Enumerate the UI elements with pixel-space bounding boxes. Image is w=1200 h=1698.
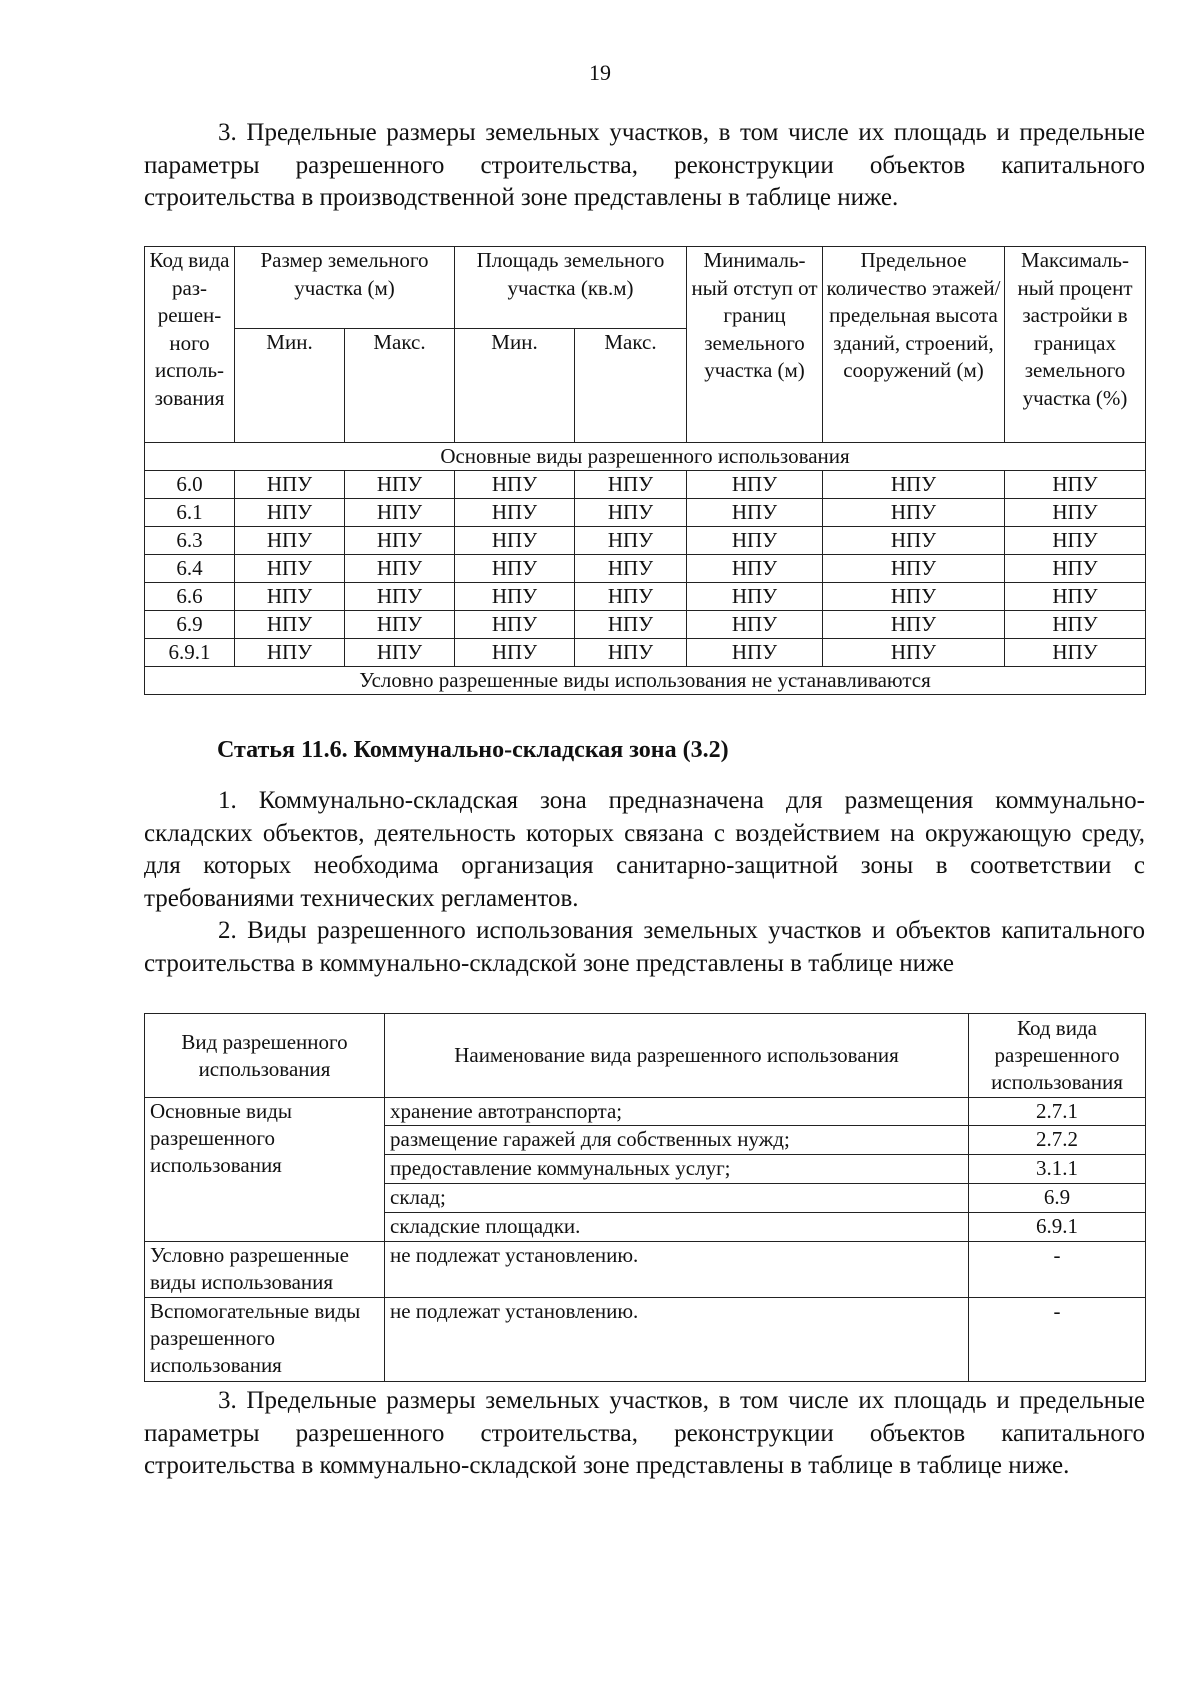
cell: НПУ	[235, 611, 345, 639]
cell: НПУ	[575, 471, 687, 499]
cell: НПУ	[575, 583, 687, 611]
article-heading: Статья 11.6. Коммунально-складская зона (3.2)	[217, 737, 729, 763]
header-area: Площадь земельного участка (кв.м)	[455, 247, 687, 329]
cell: НПУ	[455, 471, 575, 499]
cell: НПУ	[575, 639, 687, 667]
use-name: не подлежат установлению.	[385, 1298, 969, 1382]
cell: НПУ	[687, 639, 823, 667]
cell: НПУ	[1005, 471, 1146, 499]
use-code: 3.1.1	[969, 1155, 1146, 1184]
footer-conditional-uses: Условно разрешенные виды использования не устанавливаются	[145, 667, 1146, 695]
cell: НПУ	[235, 639, 345, 667]
header-size-max: Макс.	[345, 329, 455, 443]
cell: НПУ	[1005, 555, 1146, 583]
cell: НПУ	[235, 527, 345, 555]
cell: НПУ	[575, 611, 687, 639]
table-row	[145, 527, 1146, 555]
row-code: 6.3	[145, 527, 235, 555]
table-row	[145, 1242, 1146, 1298]
cell: НПУ	[455, 611, 575, 639]
cell: НПУ	[687, 583, 823, 611]
cell: НПУ	[823, 471, 1005, 499]
cell: НПУ	[345, 527, 455, 555]
cell: НПУ	[235, 583, 345, 611]
header-floors: Предельное количество этажей/ предельная высота зданий, строений, сооружений (м)	[823, 247, 1005, 443]
row-code: 6.6	[145, 583, 235, 611]
auxiliary-uses-label: Вспомогательные виды разрешенного использования	[145, 1298, 385, 1382]
use-name: складские площадки.	[385, 1213, 969, 1242]
header-coverage: Максималь-ный процент застройки в границах земельного участка (%)	[1005, 247, 1146, 443]
cell: НПУ	[823, 527, 1005, 555]
row-code: 6.0	[145, 471, 235, 499]
table-row	[145, 471, 1146, 499]
cell: НПУ	[345, 639, 455, 667]
cell: НПУ	[455, 499, 575, 527]
permitted-uses-table	[144, 1013, 1146, 1382]
use-code: 2.7.2	[969, 1126, 1146, 1155]
use-code: 6.9	[969, 1184, 1146, 1213]
cell: НПУ	[1005, 583, 1146, 611]
cell: НПУ	[687, 555, 823, 583]
use-code: -	[969, 1242, 1146, 1298]
cell: НПУ	[823, 555, 1005, 583]
cell: НПУ	[455, 583, 575, 611]
row-code: 6.9	[145, 611, 235, 639]
row-code: 6.9.1	[145, 639, 235, 667]
page-number: 19	[589, 60, 611, 85]
row-code: 6.1	[145, 499, 235, 527]
use-code: 6.9.1	[969, 1213, 1146, 1242]
cell: НПУ	[235, 499, 345, 527]
cell: НПУ	[455, 555, 575, 583]
paragraph-limits-communal: 3. Предельные размеры земельных участков, в том числе их площадь и предельные параметры разрешенного строительства, реконструкции объектов капитального строительства в коммунально-складской зоне представлены в таблице в таблице ниже.	[144, 1387, 1145, 1479]
header-size: Размер земельного участка (м)	[235, 247, 455, 329]
conditional-uses-label: Условно разрешенные виды использования	[145, 1242, 385, 1298]
cell: НПУ	[235, 471, 345, 499]
header-use-type: Вид разрешенного использования	[145, 1014, 385, 1098]
cell: НПУ	[455, 527, 575, 555]
header-code: Код вида раз-решен-ного исполь-зования	[145, 247, 235, 443]
header-setback: Минималь-ный отступ от границ земельного участка (м)	[687, 247, 823, 443]
cell: НПУ	[687, 611, 823, 639]
cell: НПУ	[1005, 639, 1146, 667]
paragraph-zone-purpose: 1. Коммунально-складская зона предназначена для размещения коммунально-складских объектов, деятельность которых связана с воздействием на окружающую среду, для которых необходима организация санитарно-защитной зоны в соответствии с требованиями технических регламентов.	[144, 787, 1145, 912]
table-row	[145, 499, 1146, 527]
section-main-uses: Основные виды разрешенного использования	[145, 443, 1146, 471]
use-code: -	[969, 1298, 1146, 1382]
header-use-name: Наименование вида разрешенного использования	[385, 1014, 969, 1098]
cell: НПУ	[687, 471, 823, 499]
cell: НПУ	[1005, 527, 1146, 555]
cell: НПУ	[345, 583, 455, 611]
cell: НПУ	[455, 639, 575, 667]
main-uses-label: Основные виды разрешенного использования	[145, 1098, 385, 1242]
cell: НПУ	[1005, 611, 1146, 639]
cell: НПУ	[345, 611, 455, 639]
use-name: размещение гаражей для собственных нужд;	[385, 1126, 969, 1155]
cell: НПУ	[687, 527, 823, 555]
cell: НПУ	[345, 499, 455, 527]
paragraph-uses-intro: 2. Виды разрешенного использования земельных участков и объектов капитального строительства в коммунально-складской зоне представлены в таблице ниже	[144, 917, 1145, 977]
use-code: 2.7.1	[969, 1098, 1146, 1126]
cell: НПУ	[575, 555, 687, 583]
table-row	[145, 611, 1146, 639]
table-row	[145, 639, 1146, 667]
header-area-min: Мин.	[455, 329, 575, 443]
cell: НПУ	[687, 499, 823, 527]
row-code: 6.4	[145, 555, 235, 583]
cell: НПУ	[345, 471, 455, 499]
cell: НПУ	[575, 499, 687, 527]
use-name: не подлежат установлению.	[385, 1242, 969, 1298]
cell: НПУ	[823, 583, 1005, 611]
cell: НПУ	[345, 555, 455, 583]
cell: НПУ	[1005, 499, 1146, 527]
header-size-min: Мин.	[235, 329, 345, 443]
cell: НПУ	[823, 499, 1005, 527]
use-name: склад;	[385, 1184, 969, 1213]
table-row	[145, 1098, 1146, 1126]
cell: НПУ	[823, 611, 1005, 639]
cell: НПУ	[575, 527, 687, 555]
production-zone-limits-table	[144, 246, 1146, 695]
paragraph-limits-production: 3. Предельные размеры земельных участков, в том числе их площадь и предельные параметры разрешенного строительства, реконструкции объектов капитального строительства в производственной зоне представлены в таблице ниже.	[144, 119, 1145, 211]
table-row	[145, 555, 1146, 583]
use-name: хранение автотранспорта;	[385, 1098, 969, 1126]
cell: НПУ	[235, 555, 345, 583]
header-use-code: Код вида разрешенного использования	[969, 1014, 1146, 1098]
use-name: предоставление коммунальных услуг;	[385, 1155, 969, 1184]
header-area-max: Макс.	[575, 329, 687, 443]
table-row	[145, 583, 1146, 611]
table-row	[145, 1298, 1146, 1382]
cell: НПУ	[823, 639, 1005, 667]
